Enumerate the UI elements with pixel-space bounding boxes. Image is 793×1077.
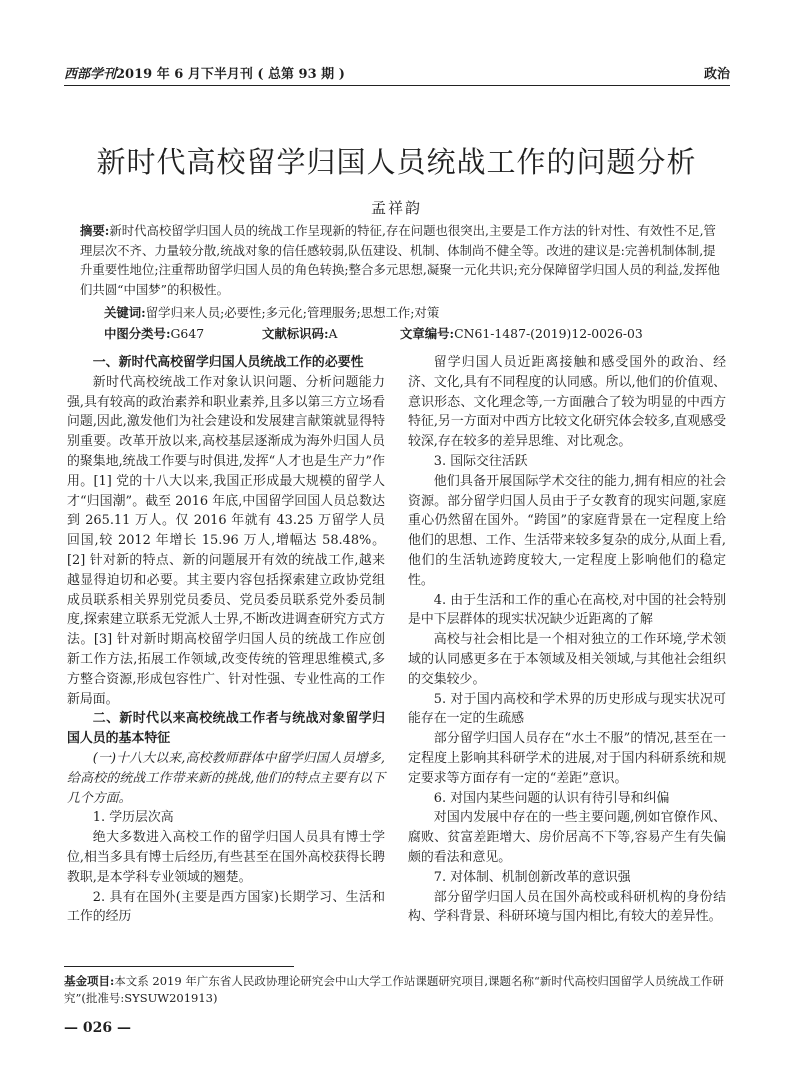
item-6-paragraph: 对国内发展中存在的一些主要问题,例如官僚作风、腐败、贫富差距增大、房价居高不下等,容易产生有失偏颇的看法和意见。 [408, 810, 726, 865]
item-4-heading: 4. 由于生活和工作的重心在高校,对中国的社会特别是中下层群体的现实状况缺少近距离的了解 [408, 592, 726, 628]
keywords-text: 留学归来人员;必要性;多元化;管理服务;思想工作;对策 [145, 305, 440, 320]
keywords [104, 303, 724, 321]
clc-value: G647 [170, 326, 205, 341]
item-1-heading: 1. 学历层次高 [92, 810, 174, 826]
item-4-paragraph: 高校与社会相比是一个相对独立的工作环境,学术领域的认同感更多在于本领域及相关领域,与其他社会组织的交集较少。 [408, 632, 726, 687]
item-7-paragraph: 部分留学归国人员在国外高校或科研机构的身份结构、学科背景、科研环境与国内相比,有较大的差异性。 [408, 889, 726, 925]
left-column [67, 353, 385, 927]
item-6-heading: 6. 对国内某些问题的认识有待引导和纠偏 [433, 790, 670, 806]
doc-value: A [328, 326, 338, 341]
item-7-heading: 7. 对体制、机制创新改革的意识强 [433, 869, 631, 885]
item-5-heading: 5. 对于国内高校和学术界的历史形成与现实状况可能存在一定的生疏感 [408, 691, 726, 727]
header-rule [64, 85, 730, 86]
abstract-label: 摘要: [80, 223, 110, 238]
journal-name: 西部学刊 [64, 67, 117, 82]
art-label: 文章编号: [400, 326, 455, 341]
item-1-paragraph: 绝大多数进入高校工作的留学归国人员具有博士学位,相当多具有博士后经历,有些甚至在国外高校获得长聘教职,是本学科专业领域的翘楚。 [67, 830, 385, 885]
item-2-paragraph: 留学归国人员近距离接触和感受国外的政治、经济、文化,具有不同程度的认同感。所以,他们的价值观、意识形态、文化理念等,一方面融合了较为明显的中西方特征,另一方面对中西方比较文化研究体会较多,直观感受较深,存在较多的差异思维、对比观念。 [408, 355, 726, 450]
clc-label: 中图分类号: [104, 326, 171, 341]
section-2-subheading: (一)十八大以来,高校教师群体中留学归国人员增多,给高校的统战工作带来新的挑战,他们的特点主要有以下几个方面。 [67, 750, 385, 806]
abstract [80, 221, 722, 299]
issue-info: 2019 年 6 月下半月刊 ( 总第 93 期 ) [116, 67, 345, 82]
keywords-label: 关键词: [104, 305, 146, 320]
item-3-heading: 3. 国际交往活跃 [433, 453, 528, 469]
doc-code [262, 324, 337, 342]
item-5-paragraph: 部分留学归国人员存在“水土不服”的情况,甚至在一定程度上影响其科研学术的进展,对于国内科研系统和规定要求等方面存有一定的“差距”意识。 [408, 731, 726, 786]
item-2-heading: 2. 具有在国外(主要是西方国家)长期学习、生活和工作的经历 [67, 889, 385, 925]
art-value: CN61-1487-(2019)12-0026-03 [454, 326, 643, 341]
running-header [64, 60, 730, 86]
section-label: 政治 [703, 67, 730, 82]
clc-number [104, 326, 204, 341]
doc-label: 文献标识码: [262, 326, 329, 341]
article-meta [104, 324, 724, 342]
footnote-rule [64, 966, 294, 967]
right-column [408, 353, 726, 927]
funding-text: 本文系 2019 年广东省人民政协理论研究会中山大学工作站课题研究项目,课题名称“新时代高校归国留学人员统战工作研究”(批准号:SYSUW201913) [64, 974, 724, 1005]
section-1-paragraph: 新时代高校统战工作对象认识问题、分析问题能力强,具有较高的政治素养和职业素养,且多以第三方立场看问题,因此,激发他们为社会建设和发展建言献策就显得特别重要。改革开放以来,高校基层逐渐成为海外归国人员的聚集地,统战工作要与时俱进,发挥“人才也是生产力”作用。[1] 党的十八大以来,我国正形成最大规模的留学人才“归国潮”。截至 2016 年底,中国留学回国人员总数达到 265.11 万人。仅 2016 年就有 43.25 万留学人员回国,较 2012 年增长 15.96 万人,增幅达 58.48%。[2] 针对新的特点、新的问题展开有效的统战工作,越来越显得迫切和必要。其主要内容包括探索建立政协党组成员联系相关界别党员委员、党员委员联系党外委员制度,探索建立联系无党派人士界,不断改进调查研究方式方法。[3] 针对新时期高校留学归国人员的统战工作应创新工作方法,拓展工作领域,改变传统的管理思维模式,多方整合资源,形成包容性广、针对性强、专业性高的工作新局面。 [67, 374, 385, 707]
funding-note [64, 973, 726, 1007]
abstract-text: 新时代高校留学归国人员的统战工作呈现新的特征,存在问题也很突出,主要是工作方法的针对性、有效性不足,管理层次不齐、力量较分散,统战对象的信任感较弱,队伍建设、机制、体制尚不健全等。改进的建议是:完善机制体制,提升重要性地位;注重帮助留学归国人员的角色转换;整合多元思想,凝聚一元化共识;充分保障留学归国人员的利益,发挥他们共圆“中国梦”的积极性。 [80, 223, 720, 297]
author-name: 孟祥韵 [370, 199, 422, 217]
item-3-paragraph: 他们具备开展国际学术交往的能力,拥有相应的社会资源。部分留学归国人员由于子女教育的现实问题,家庭重心仍然留在国外。“跨国”的家庭背景在一定程度上给他们的思想、工作、生活带来较多复杂的成分,从面上看,他们的生活轨迹跨度较大,一定程度上影响他们的稳定性。 [408, 473, 726, 588]
page-number: — 026 — [64, 1020, 131, 1036]
article-number [400, 324, 643, 342]
article-title: 新时代高校留学归国人员统战工作的问题分析 [96, 145, 697, 179]
funding-label: 基金项目: [64, 974, 115, 988]
section-2-heading: 二、新时代以来高校统战工作者与统战对象留学归国人员的基本特征 [67, 711, 385, 747]
section-1-heading: 一、新时代高校留学归国人员统战工作的必要性 [92, 355, 364, 370]
journal-masthead [64, 63, 345, 82]
